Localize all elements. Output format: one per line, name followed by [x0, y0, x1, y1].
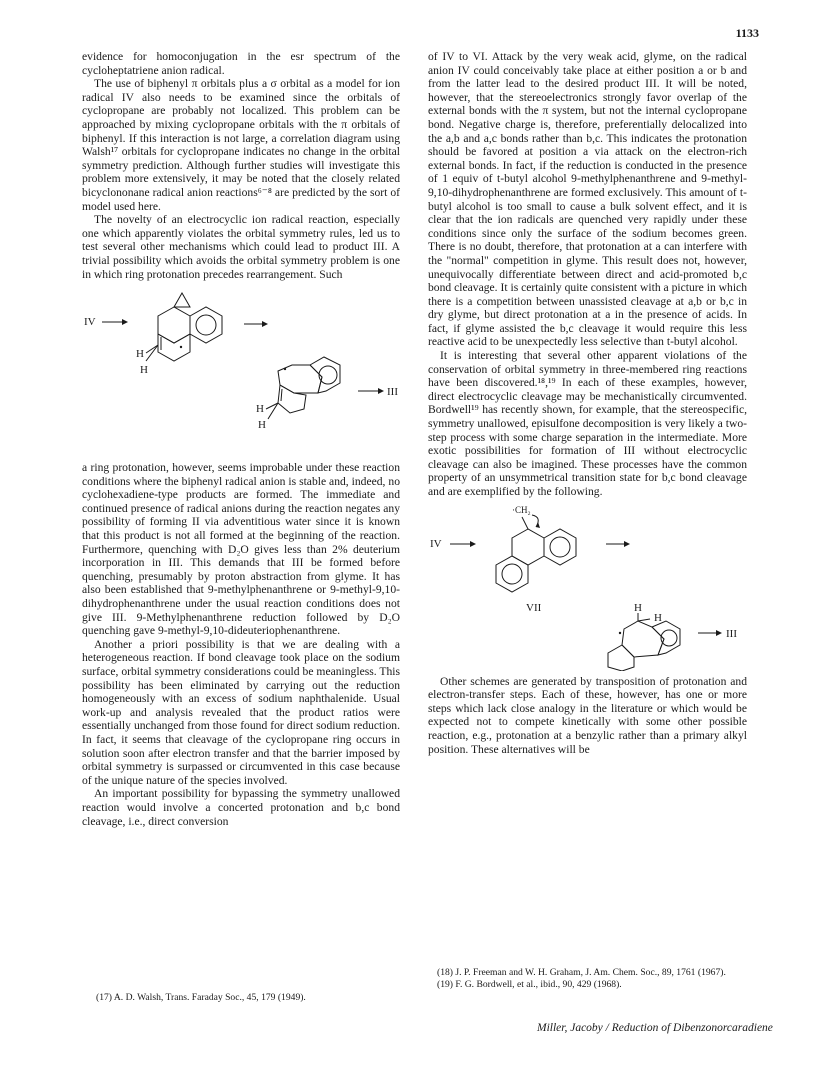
hydrogen-label: H [634, 601, 642, 614]
structure-VII [496, 515, 576, 592]
left-column [82, 50, 400, 828]
running-footer: Miller, Jacoby / Reduction of Dibenzonorcaradiene [537, 1022, 773, 1034]
paragraph: of IV to VI. Attack by the very weak acid, glyme, on the radical anion IV could conceivably take place at either position a or b and from the latter lead to the desired product III. It will be noted, however, that the stereoelectronics strongly favor overlap of the external bonds with the π system, but not the internal cyclopropane bond. Negative charge is, therefore, preferentially delocalized into the a,b and a,c bonds rather than b,c. This indicates the protonation should be favored at position a via attack on the electron-rich external bonds. In fact, if the reduction is conducted in the presence of 1 equiv of t-butyl alcohol 9-methylphenanthrene and 9-methyl-9,10-dihydrophenanthrene are formed exclusively. This amount of t-butyl alcohol is too small to cause a bulk solvent effect, and it is clear that the ion radicals are quenched very rapidly under these conditions since only the surface of the sodium becomes green. There is no doubt, therefore, that protonation at a can interfere with the "normal" competition in glyme. This result does not, however, unequivocally differentiate between direct and acid-promoted b,c bond cleavage. It is certainly quite consistent with a picture in which there is a competition between unassisted cleavage at a,b or b,c in dry glyme, but direct protonation at a in the presence of acids. In fact, if glyme assisted the b,c cleavage it would require this less reactive acid to be unexpectedly less selective than t-butyl alcohol. [428, 50, 747, 349]
hydrogen-label: H [256, 403, 264, 416]
paragraph: evidence for homoconjugation in the esr spectrum of the cycloheptatriene anion radical. [82, 50, 400, 77]
footnote-17: (17) A. D. Walsh, Trans. Faraday Soc., 45, 179 (1949). [96, 992, 306, 1003]
radical-dot [180, 346, 182, 348]
paragraph: It is interesting that several other apparent violations of the conservation of orbital symmetry in three-membered ring reactions have been discovered.¹⁸,¹⁹ In each of these examples, however, direct electrocyclic cleavage may be mechanistically circumvented. Bordwell¹⁹ has recently shown, for example, that the stereospecific, symmetry unallowed, episulfone decomposition is very likely a two-step process with some charge separation in the intermediate. More exotic possibilities for formation of III without electrocyclic cleavage can also be imagined. These processes have the common property of an unsymmetrical transition state for b,c bond cleavage and are exemplified by the following. [428, 349, 747, 498]
structure-protonated-intermediate [146, 293, 222, 361]
footnotes-right [437, 967, 757, 991]
scheme-2-product-label: III [726, 627, 737, 640]
compound-VII-label: VII [526, 601, 542, 614]
paragraph: Another a priori possibility is that we are dealing with a heterogeneous reaction. If bond cleavage took place on the sodium surface, orbital symmetry considerations could be meaningless. This possibility has been eliminated by carrying out the reduction homogeneously with an excess of sodium naphthalenide. Usual work-up and analysis revealed that the product ratios were essentially unchanged from those found for direct sodium reduction. In fact, it seems that cleavage of the cyclopropane ring occurs in solution soon after electron transfer and that the barrier imposed by orbital symmetry is surpassed or circumvented in this case because of the unique nature of the species involved. [82, 637, 400, 787]
scheme-1-start-label: IV [84, 316, 96, 329]
arrowhead [716, 630, 722, 636]
radical-dot [619, 631, 621, 633]
hydrogen-label: H [136, 348, 144, 361]
paragraph: An important possibility for bypassing the symmetry unallowed reaction would involve a concerted protonation and b,c bond cleavage, i.e., direct conversion [82, 787, 400, 828]
paragraph: Other schemes are generated by transposition of protonation and electron-transfer steps. Each of these, however, has one or more steps which lack close analogy in the literature or which would be expected not to compete kinetically with some other possible reaction, e.g., protonation at a benzylic rather than a primary alkyl position. These alternatives will be [428, 674, 747, 756]
structure-ring-expanded [266, 357, 340, 419]
scheme-2-start-label: IV [430, 537, 442, 550]
arrowhead [624, 541, 630, 547]
reaction-scheme-1 [82, 285, 400, 457]
hydrogen-label: H [140, 364, 148, 377]
footnote-19: (19) F. G. Bordwell, et al., ibid., 90, 429 (1968). [437, 979, 622, 990]
hydrogen-label: H [258, 419, 266, 432]
hydrogen-label: H [654, 611, 662, 624]
radical-dot [284, 368, 286, 370]
arrowhead [122, 319, 128, 325]
scheme-1-product-label: III [387, 386, 398, 399]
arrowhead [262, 321, 268, 327]
paragraph: The novelty of an electrocyclic ion radical reaction, especially one which apparently violates the orbital symmetry rules, led us to test several other mechanisms which could lead to product III. A trivial possibility which avoids the orbital symmetry problem is one in which ring protonation precedes rearrangement. Such [82, 213, 400, 281]
footnote-18: (18) J. P. Freeman and W. H. Graham, J. Am. Chem. Soc., 89, 1761 (1967). [437, 967, 726, 978]
scheme-1-drawing [82, 285, 400, 457]
reaction-scheme-2 [428, 503, 747, 671]
page-number: 1133 [735, 26, 759, 40]
arrowhead [470, 541, 476, 547]
right-column [428, 50, 747, 756]
paragraph: The use of biphenyl π orbitals plus a σ orbital as a model for ion radical IV also needs to be examined since the orbitals of cyclopropane are probably not localized. This problem can be approached by mixing cyclopropane orbitals with the π orbitals of biphenyl. If this interaction is not large, a correlation diagram using Walsh¹⁷ orbitals for cyclopropane indicates no change in the orbital symmetry prediction. Although further studies will investigate this problem more extensively, it may be noted that the closely related bicyclononane radical anion reactions⁶⁻⁸ are predicted by the sort of model used here. [82, 77, 400, 213]
structure-ring-expanded-2 [608, 613, 680, 671]
methyl-radical-label: ·CH₂ [512, 504, 531, 515]
arrowhead [378, 388, 384, 394]
paragraph: a ring protonation, however, seems improbable under these reaction conditions where the biphenyl radical anion is stable and, indeed, no cyclohexadiene-type products are formed. The immediate and continued presence of radical anions during the reaction negates any possibility of forming II via adventitious water since it is known that this product is not all formed at the beginning of the reaction. Furthermore, quenching with D₂O gives less than 2% deuterium incorporation in III. This demands that III be formed before quenching, presumably by proton abstraction from glyme. It has also been established that 9-methylphenanthrene or 9-methyl-9,10-dihydrophenanthrene under the usual reaction conditions does not give III. 9-Methylphenanthrene reduction followed by D₂O quenching gave 9-methyl-9,10-dideuteriophenanthrene. [82, 461, 400, 638]
scheme-2-drawing [428, 503, 747, 671]
